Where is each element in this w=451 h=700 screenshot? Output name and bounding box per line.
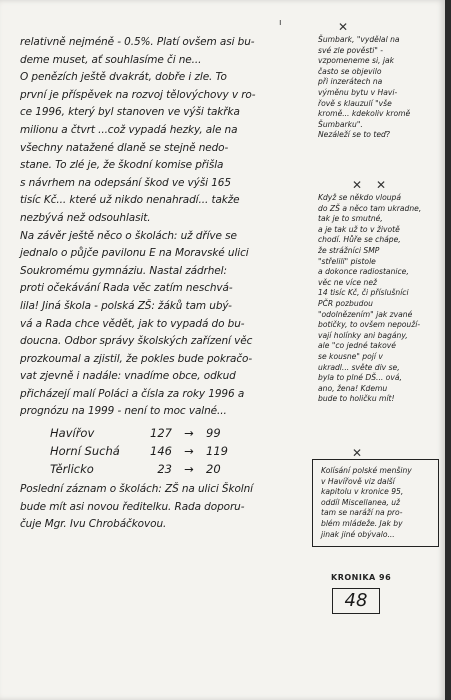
text-line: byla to plné DŠ... ová, xyxy=(318,373,402,383)
text-line: Soukromému gymnáziu. Nastal zádrhel: xyxy=(20,264,227,277)
text-line: výměnu bytu v Havi- xyxy=(318,87,398,97)
text-line: O penězích ještě dvakrát, dobře i zle. To xyxy=(20,71,227,84)
text-line: ano, žena! Kdemu xyxy=(318,383,388,393)
closing-text xyxy=(20,481,306,534)
text-line: s návrhem na odepsání škod ve výši 165 xyxy=(20,176,231,189)
text-line: prognózu na 1999 - není to moc valné... xyxy=(20,405,227,418)
pupil-count-before: 146 xyxy=(150,444,172,459)
pupil-count-after: 119 xyxy=(206,444,228,459)
text-line: řově s klauzulí "vše xyxy=(318,98,392,108)
text-line: vá a Rada chce vědět, jak to vypadá do bu- xyxy=(20,317,245,330)
text-line: chodí. Hůře se chápe, xyxy=(318,235,401,245)
side-note-theft xyxy=(318,193,436,405)
text-line: všechny natažené dlaně se stejně nedo- xyxy=(20,141,229,154)
pupil-count-after: 99 xyxy=(206,426,221,441)
arrow-icon: → xyxy=(184,444,194,459)
side-note-sumbark xyxy=(318,35,436,141)
text-line: a je tak už to v životě xyxy=(318,224,400,234)
text-line: Nezáleží se to teď? xyxy=(318,130,390,140)
text-line: botičky, to ovšem nepouží- xyxy=(318,320,421,330)
text-line: čuje Mgr. Ivu Chrobáčkovou. xyxy=(20,518,167,531)
text-line: přicházejí malí Poláci a čísla za roky 1996 a xyxy=(20,387,245,400)
text-line: deme muset, ať souhlasíme či ne... xyxy=(20,53,202,66)
text-line: nezbývá než odsouhlasit. xyxy=(20,211,151,224)
text-line: Šumbarku". xyxy=(318,119,363,129)
text-line: Když se někdo vloupá xyxy=(318,193,402,202)
text-line: bude mít asi novou ředitelku. Rada doporu- xyxy=(20,500,245,513)
text-line: lila! Jiná škola - polská ZŠ: žáků tam ubý- xyxy=(20,299,232,312)
stat-row xyxy=(50,460,306,478)
cross-mark: ✕ xyxy=(352,178,363,192)
text-line: své zle pověsti" - xyxy=(318,45,384,55)
town-name: Těrlicko xyxy=(50,462,94,477)
text-line: PČR pozbudou xyxy=(318,298,373,308)
text-line: jednalo o půjče pavilonu E na Moravské ulici xyxy=(20,247,249,260)
side-note-polish-minority xyxy=(312,459,439,547)
text-line: 14 tisíc Kč, či příslušníci xyxy=(318,288,409,298)
text-line: relativně nejméně - 0.5%. Platí ovšem asi bu- xyxy=(20,36,255,48)
text-line: stane. To zlé je, že škodní komise přišla xyxy=(20,159,224,172)
stat-row xyxy=(50,424,306,442)
text-line: při inzerátech na xyxy=(318,77,383,87)
chronicle-label: KRONIKA 96 xyxy=(331,573,392,582)
text-line: "střelili" pistole xyxy=(318,256,376,266)
text-line: Šumbark, "vydělal na xyxy=(318,35,400,44)
tick-mark: ı xyxy=(279,18,282,28)
text-line: doucna. Odbor správy školských zařízení věc xyxy=(20,335,253,348)
text-line: oddíl Miscellanea, už xyxy=(321,497,401,507)
text-line: Na závěr ještě něco o školách: už dříve se xyxy=(20,229,237,242)
text-line: ce 1996, který byl stanoven ve výši takřka xyxy=(20,106,240,119)
town-name: Horní Suchá xyxy=(50,444,120,459)
arrow-icon: → xyxy=(184,426,194,441)
text-line: často se objevilo xyxy=(318,66,382,76)
pupil-count-before: 23 xyxy=(157,462,172,477)
main-column xyxy=(20,34,306,534)
text-line: prozkoumal a zjistil, že pokles bude pokračo- xyxy=(20,352,253,365)
pupil-count-after: 20 xyxy=(206,462,221,477)
cross-mark: ✕ xyxy=(338,20,349,34)
main-text xyxy=(20,34,306,421)
text-line: první je příspěvek na rozvoj tělovýchovy v ro- xyxy=(20,88,256,101)
text-line: že strážníci SMP xyxy=(318,245,380,255)
text-line: vají holínky ani bagány, xyxy=(318,330,408,340)
text-line: věc ne více než xyxy=(318,277,377,287)
cross-mark: ✕ xyxy=(352,446,363,460)
text-line: vat zjevně i nadále: vnadíme obce, odkud xyxy=(20,370,236,383)
text-line: Poslední záznam o školách: ZŠ na ulici Školní xyxy=(20,483,253,496)
text-line: bude to holičku mít! xyxy=(318,394,395,404)
text-line: ukradl... světe div se, xyxy=(318,362,400,372)
page-number: 48 xyxy=(332,588,380,614)
text-line: ale "co jedné takové xyxy=(318,341,396,351)
text-line: se kousne" pojí v xyxy=(318,351,383,361)
text-line: "odolnězením" jak zvané xyxy=(318,309,413,319)
school-stats-table xyxy=(50,424,306,478)
text-line: v Havířově viz další xyxy=(321,476,395,486)
text-line: tak je to smutné, xyxy=(318,214,383,224)
text-line: blém mládeže. Jak by xyxy=(321,518,403,528)
town-name: Havířov xyxy=(50,426,95,441)
text-line: jinak jiné obývalo... xyxy=(321,529,395,539)
text-line: vzpomeneme si, jak xyxy=(318,56,395,66)
pupil-count-before: 127 xyxy=(150,426,172,441)
text-line: kapitolu v kronice 95, xyxy=(321,487,404,497)
text-line: kromě... kdekoliv kromě xyxy=(318,109,411,119)
text-line: proti očekávání Rada věc zatím neschvá- xyxy=(20,282,233,295)
text-line: tisíc Kč... které už nikdo nenahradí... takže xyxy=(20,194,240,207)
text-line: tam se naráží na pro- xyxy=(321,508,403,518)
text-line: milionu a čtvrt ...což vypadá hezky, ale na xyxy=(20,123,238,136)
text-line: Kolísání polské menšiny xyxy=(321,466,412,475)
arrow-icon: → xyxy=(184,462,194,477)
text-line: a dokonce radiostanice, xyxy=(318,267,409,277)
stat-row xyxy=(50,442,306,460)
cross-mark: ✕ xyxy=(376,178,387,192)
text-line: do ZŠ a něco tam ukradne, xyxy=(318,203,422,213)
